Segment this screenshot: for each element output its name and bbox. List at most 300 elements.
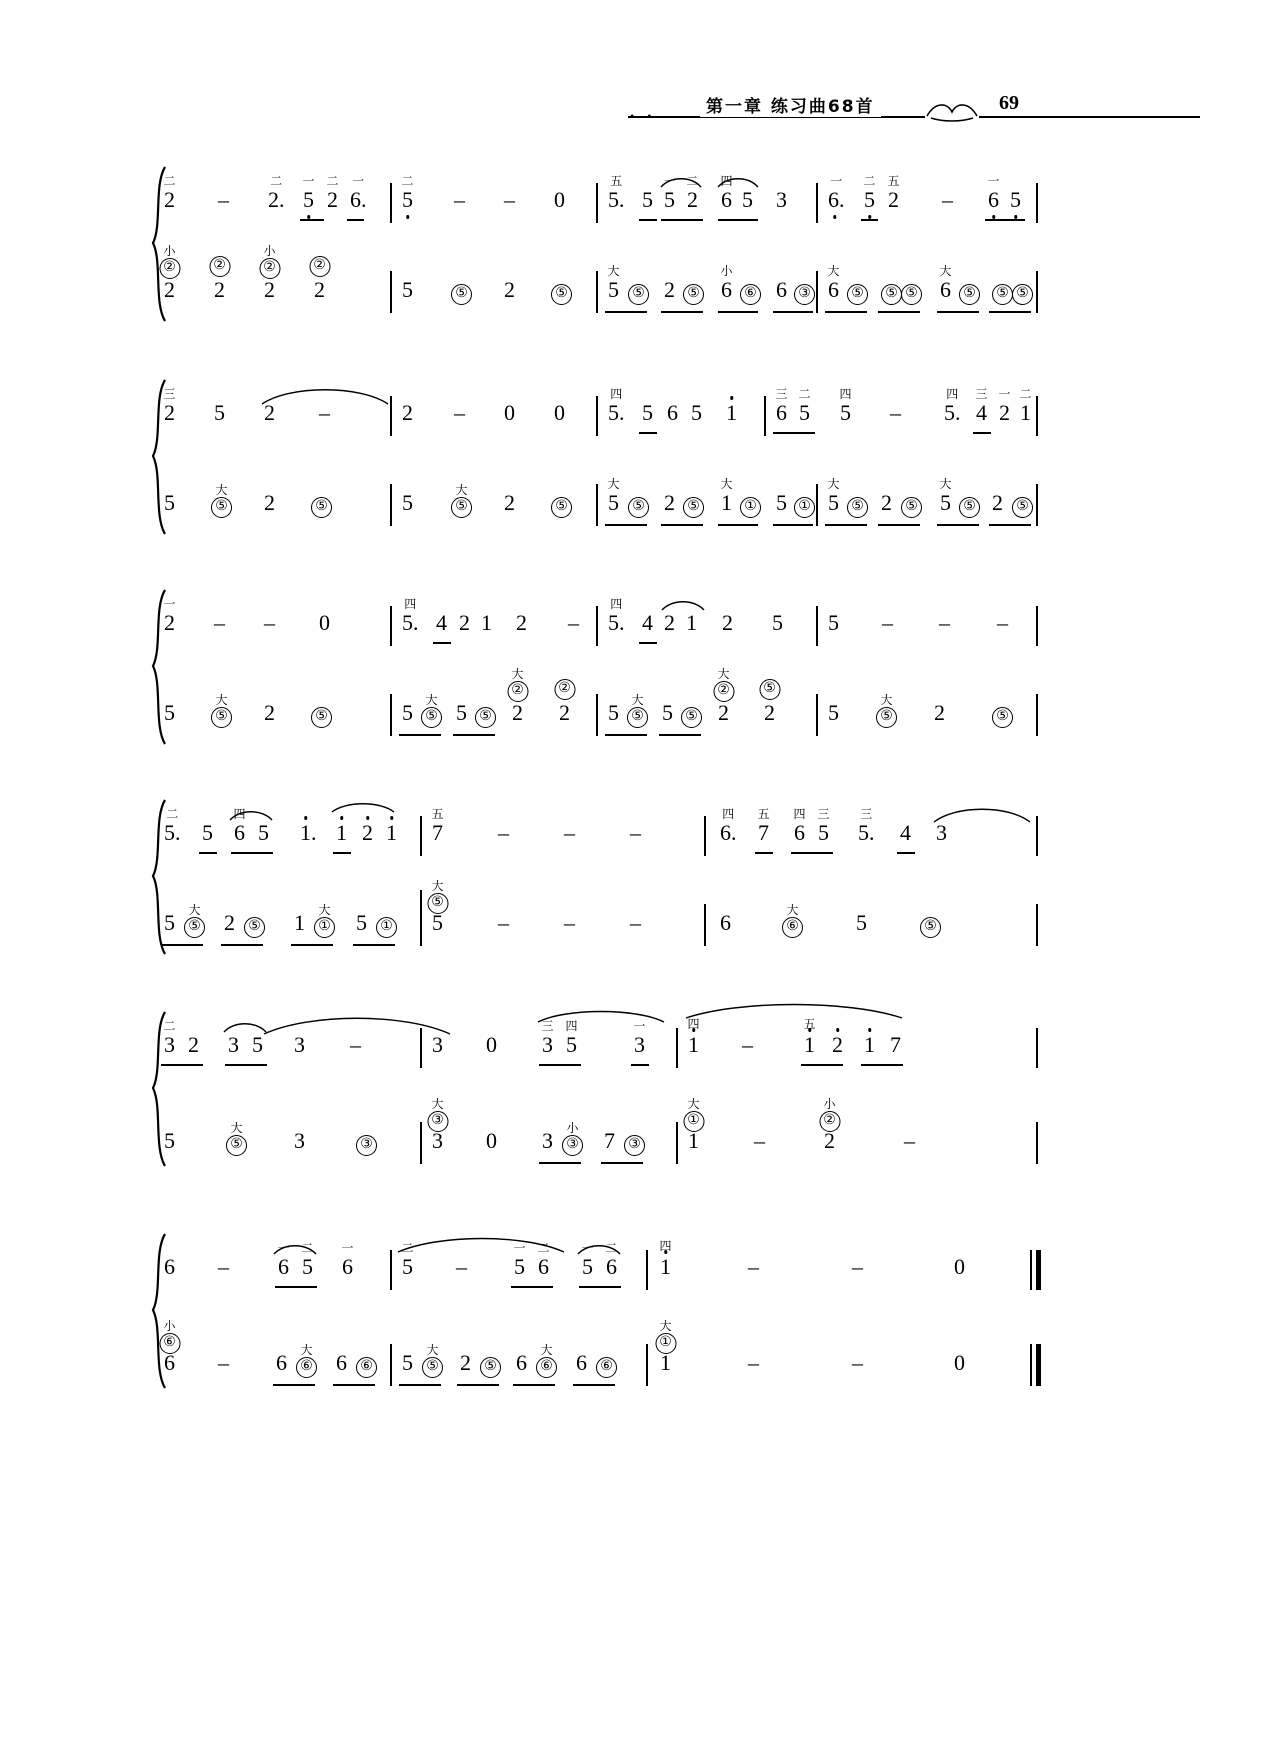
note: 3 三 bbox=[541, 1019, 554, 1057]
note-circled: ① bbox=[794, 492, 815, 518]
note: 4 三 bbox=[975, 387, 988, 425]
note-with-chord: 5 大 ⑤ bbox=[432, 912, 443, 934]
note: 2 bbox=[460, 1350, 471, 1375]
slur bbox=[659, 175, 703, 189]
note: 1 bbox=[864, 1034, 875, 1056]
slur bbox=[330, 800, 396, 814]
note: 5 bbox=[402, 277, 413, 302]
note-circled: ⑤ bbox=[1012, 279, 1033, 305]
note: 3 bbox=[542, 1128, 553, 1153]
treble-staff-3 bbox=[163, 597, 1028, 650]
note: 5 大 bbox=[827, 477, 840, 515]
final-barline-thin bbox=[1030, 1344, 1032, 1386]
note-dash: – bbox=[454, 400, 465, 425]
note: 6. 一 bbox=[350, 174, 367, 212]
note-dash: – bbox=[564, 910, 575, 935]
note-dash: – bbox=[630, 910, 641, 935]
staff-system-6 bbox=[148, 1232, 1028, 1392]
barline bbox=[390, 484, 392, 526]
note: 2 bbox=[264, 490, 275, 515]
barline bbox=[420, 890, 422, 946]
note: 6 bbox=[720, 910, 731, 935]
note-circled: ⑤ 大 bbox=[421, 702, 442, 728]
slur bbox=[396, 1232, 566, 1254]
note: 3 二 bbox=[163, 1019, 176, 1057]
note: 3 bbox=[294, 1032, 305, 1057]
note-dash: – bbox=[904, 1128, 915, 1153]
slur bbox=[260, 384, 390, 406]
note: 2 ② bbox=[314, 279, 325, 301]
note: 2 bbox=[504, 490, 515, 515]
barline bbox=[596, 606, 598, 646]
barline bbox=[1036, 694, 1038, 736]
note: 2 五 bbox=[887, 174, 900, 212]
note: 5 bbox=[214, 400, 225, 425]
note: 6 一 bbox=[277, 1241, 290, 1279]
barline bbox=[1036, 1028, 1038, 1068]
note: 5 bbox=[164, 1128, 175, 1153]
barline bbox=[390, 694, 392, 736]
staff-system-3 bbox=[148, 588, 1028, 748]
flourish-ornament bbox=[925, 100, 979, 124]
note: 6 bbox=[776, 277, 787, 302]
barline bbox=[596, 694, 598, 736]
note-circled: ⑤ bbox=[901, 492, 922, 518]
barline bbox=[390, 396, 392, 436]
note: 2 大 ② bbox=[512, 702, 523, 724]
note-circled: ⑥ bbox=[356, 1352, 377, 1378]
note-circled: ⑤ bbox=[551, 279, 572, 305]
note: 1 bbox=[726, 402, 737, 424]
header-rule-right bbox=[1040, 116, 1200, 118]
note: 6 bbox=[276, 1350, 287, 1375]
note: 3 bbox=[228, 1032, 239, 1057]
barline bbox=[816, 183, 818, 223]
note: 5 bbox=[642, 400, 653, 425]
barline bbox=[1036, 396, 1038, 436]
barline bbox=[764, 396, 766, 436]
note: 1 四 bbox=[659, 1239, 672, 1279]
note: 6 bbox=[336, 1350, 347, 1375]
note-circled: ⑤ bbox=[244, 912, 265, 938]
note: 5 bbox=[164, 910, 175, 935]
note-dash: – bbox=[754, 1128, 765, 1153]
note: 6 二 bbox=[537, 1241, 550, 1279]
page-number: 69 bbox=[995, 92, 1023, 115]
note: 5 bbox=[402, 490, 413, 515]
note: 1 bbox=[686, 610, 697, 635]
slur bbox=[716, 175, 760, 189]
note-with-chord: 3 大 ③ bbox=[432, 1130, 443, 1152]
barline bbox=[646, 1250, 648, 1290]
note: 2 bbox=[504, 277, 515, 302]
note: 1 四 bbox=[687, 1017, 700, 1057]
note: 3 bbox=[294, 1128, 305, 1153]
note-dash: – bbox=[350, 1032, 361, 1057]
note: 6 bbox=[516, 1350, 527, 1375]
note-dash: – bbox=[218, 1350, 229, 1375]
slur bbox=[684, 998, 904, 1020]
note: 2 bbox=[881, 490, 892, 515]
note-dash: – bbox=[852, 1350, 863, 1375]
note: 5 bbox=[164, 490, 175, 515]
note: 6 一 bbox=[341, 1241, 354, 1279]
barline bbox=[704, 816, 706, 856]
note: 5 bbox=[856, 910, 867, 935]
note: 5. 四 bbox=[608, 597, 625, 635]
note-circled: ⑤ bbox=[683, 279, 704, 305]
note-dash: – bbox=[997, 610, 1008, 635]
bass-staff-3 bbox=[164, 667, 1028, 738]
note-dash: – bbox=[498, 910, 509, 935]
note-circled: ③ bbox=[624, 1130, 645, 1156]
note: 5 bbox=[662, 700, 673, 725]
barline bbox=[1036, 271, 1038, 313]
barline bbox=[390, 271, 392, 313]
note: 5 一 bbox=[513, 1241, 526, 1279]
note-dash: – bbox=[454, 187, 465, 212]
note: 5 bbox=[252, 1032, 263, 1057]
note: 5 一 bbox=[663, 174, 676, 212]
barline bbox=[596, 396, 598, 436]
slur bbox=[228, 808, 274, 822]
note-with-chord: 1 大 ① bbox=[660, 1352, 671, 1374]
note: 7 五 bbox=[757, 807, 770, 845]
note-circled: ⑤ bbox=[628, 279, 649, 305]
note: 1 二 bbox=[1019, 387, 1032, 425]
note-dash: – bbox=[218, 1254, 229, 1279]
note-dash: – bbox=[852, 1254, 863, 1279]
note-circled: ⑤ bbox=[1012, 492, 1033, 518]
bass-staff-4 bbox=[164, 879, 1028, 948]
note-circled: ⑤ 大 bbox=[422, 1352, 443, 1378]
note-dash: – bbox=[498, 820, 509, 845]
note: 2 二 bbox=[326, 174, 339, 212]
note: 2 大 ② bbox=[718, 702, 729, 724]
note: 5. 二 bbox=[164, 807, 181, 845]
note: 2 bbox=[459, 610, 470, 635]
note-circled: ① 大 bbox=[314, 912, 335, 938]
note: 3 一 bbox=[633, 1019, 646, 1057]
note: 2 bbox=[992, 490, 1003, 515]
slur bbox=[576, 1242, 622, 1256]
note: 1 五 bbox=[803, 1017, 816, 1057]
note-circled: ⑤ 大 bbox=[211, 492, 232, 518]
note: 1. bbox=[300, 822, 317, 844]
note: 0 bbox=[554, 400, 565, 425]
note: 5. 五 bbox=[608, 174, 625, 212]
note: 5 二 bbox=[401, 1241, 414, 1279]
barline bbox=[390, 606, 392, 646]
barline bbox=[816, 694, 818, 736]
note: 2 小 ② bbox=[264, 279, 275, 301]
barline bbox=[596, 183, 598, 223]
note-dash: – bbox=[456, 1254, 467, 1279]
chapter-title: 第一章 练习曲68首 bbox=[700, 92, 881, 117]
note: 1 bbox=[481, 610, 492, 635]
note: 2 bbox=[664, 490, 675, 515]
note: 1 bbox=[294, 910, 305, 935]
note: 6 bbox=[164, 1254, 175, 1279]
note: 2 一 bbox=[998, 387, 1011, 425]
note: 3 bbox=[432, 1032, 443, 1057]
barline bbox=[646, 1344, 648, 1386]
treble-staff-2 bbox=[163, 387, 1032, 440]
note-circled: ⑤ bbox=[847, 492, 868, 518]
note: 5 bbox=[356, 910, 367, 935]
bass-staff-6 bbox=[163, 1319, 1028, 1388]
note-circled: ⑤ 大 bbox=[876, 702, 897, 728]
note-circled: ③ bbox=[356, 1130, 377, 1156]
note-circled: ⑤ bbox=[920, 912, 941, 938]
note: 6 三 bbox=[775, 387, 788, 425]
note-circled: ⑤ bbox=[959, 492, 980, 518]
note: 5 bbox=[742, 187, 753, 212]
note: 5 二 bbox=[798, 387, 811, 425]
note: 2 bbox=[402, 400, 413, 425]
note: 0 bbox=[554, 187, 565, 212]
note: 1 大 bbox=[720, 477, 733, 515]
note-dash: – bbox=[264, 610, 275, 635]
note: 5 一 bbox=[303, 189, 314, 211]
note-dash: – bbox=[568, 610, 579, 635]
note: 5 bbox=[776, 490, 787, 515]
note-with-chord: 2 小 ② bbox=[824, 1130, 835, 1152]
barline bbox=[816, 271, 818, 313]
note-dash: – bbox=[319, 400, 330, 425]
treble-staff-6 bbox=[164, 1239, 1028, 1294]
final-barline-thin bbox=[1030, 1250, 1032, 1290]
note: 2 三 bbox=[163, 387, 176, 425]
note: 7 bbox=[890, 1032, 901, 1057]
note-dash: – bbox=[218, 187, 229, 212]
note-dash: – bbox=[748, 1350, 759, 1375]
note: 2 bbox=[664, 277, 675, 302]
note: 2. 二 bbox=[268, 174, 285, 212]
note: 7 bbox=[604, 1128, 615, 1153]
note-dash: – bbox=[630, 820, 641, 845]
note: 4 bbox=[642, 610, 653, 635]
note-circled: ⑤ bbox=[551, 492, 572, 518]
note-dash: – bbox=[939, 610, 950, 635]
note-circled: ⑥ 大 bbox=[782, 912, 803, 938]
note: 5 大 bbox=[939, 477, 952, 515]
note-circled: ⑥ bbox=[740, 279, 761, 305]
note-circled: ⑤ bbox=[628, 492, 649, 518]
note: 5 一 bbox=[581, 1241, 594, 1279]
note: 5 三 bbox=[817, 807, 830, 845]
note: 5 bbox=[402, 700, 413, 725]
note: 6 大 bbox=[939, 264, 952, 302]
note-circled: ⑤ bbox=[451, 279, 472, 305]
note: 5. 三 bbox=[858, 807, 875, 845]
note-circled: ③ bbox=[794, 279, 815, 305]
note: 4 bbox=[900, 820, 911, 845]
barline bbox=[816, 606, 818, 646]
treble-staff-5 bbox=[163, 1017, 1028, 1072]
note-dash: – bbox=[564, 820, 575, 845]
note: 2 bbox=[664, 610, 675, 635]
staff-system-4 bbox=[148, 798, 1028, 958]
note: 2 bbox=[362, 822, 373, 844]
barline bbox=[1036, 606, 1038, 646]
staff-system-5 bbox=[148, 1010, 1028, 1170]
barline bbox=[676, 1122, 678, 1164]
page-header bbox=[0, 92, 1272, 138]
note: 5 二 bbox=[402, 189, 413, 211]
barline bbox=[596, 484, 598, 526]
note: 2 一 bbox=[163, 597, 176, 635]
note: 5 二 bbox=[301, 1241, 314, 1279]
note: 5 bbox=[456, 700, 467, 725]
note: 2 小 ② bbox=[164, 279, 175, 301]
note-circled: ① bbox=[740, 492, 761, 518]
note: 5 四 bbox=[839, 387, 852, 425]
note-circled: ⑤ bbox=[881, 279, 902, 305]
bass-staff-1 bbox=[163, 244, 1029, 315]
note: 5 大 bbox=[607, 264, 620, 302]
note: 6 四 bbox=[720, 174, 733, 212]
note: 5 bbox=[772, 610, 783, 635]
note: 2 bbox=[264, 700, 275, 725]
barline bbox=[420, 816, 422, 856]
note: 2 bbox=[832, 1034, 843, 1056]
note: 7 五 bbox=[431, 807, 444, 845]
note: 5 bbox=[828, 700, 839, 725]
note: 5 bbox=[202, 820, 213, 845]
note: 6 四 bbox=[793, 807, 806, 845]
barline bbox=[390, 1344, 392, 1386]
note-with-chord: 1 大 ① bbox=[688, 1130, 699, 1152]
note-dash: – bbox=[214, 610, 225, 635]
note-circled: ⑤ bbox=[847, 279, 868, 305]
note-dash: – bbox=[504, 187, 515, 212]
note-circled: ⑤ bbox=[959, 279, 980, 305]
note-circled: ⑤ bbox=[311, 702, 332, 728]
note-circled: ⑤ 大 bbox=[184, 912, 205, 938]
note: 2 bbox=[188, 1032, 199, 1057]
note: 1 bbox=[386, 822, 397, 844]
barline bbox=[1036, 816, 1038, 856]
barline bbox=[676, 1028, 678, 1068]
note: 0 bbox=[486, 1032, 497, 1057]
note: 5. 四 bbox=[944, 387, 961, 425]
slur bbox=[272, 1242, 318, 1256]
note: 6 二 bbox=[605, 1241, 618, 1279]
note: 5 二 bbox=[864, 189, 875, 211]
note: 5 bbox=[828, 610, 839, 635]
note-circled: ⑤ bbox=[311, 492, 332, 518]
note: 6. 四 bbox=[720, 807, 737, 845]
barline bbox=[1036, 904, 1038, 946]
barline bbox=[1036, 484, 1038, 526]
note: 5 bbox=[608, 700, 619, 725]
note: 0 bbox=[319, 610, 330, 635]
note: 6 一 bbox=[988, 189, 999, 211]
note-circled: ⑤ 大 bbox=[451, 492, 472, 518]
note: 0 bbox=[954, 1254, 965, 1279]
note: 5 bbox=[402, 1350, 413, 1375]
note: 5 bbox=[642, 187, 653, 212]
note-with-chord: 6 小 ⑥ bbox=[164, 1352, 175, 1374]
note-circled: ⑤ 大 bbox=[226, 1130, 247, 1156]
note: 5. 四 bbox=[402, 597, 419, 635]
note: 2 ② bbox=[214, 279, 225, 301]
bass-staff-5 bbox=[164, 1097, 1028, 1166]
note-dash: – bbox=[742, 1032, 753, 1057]
note: 2 ② bbox=[559, 702, 570, 724]
note: 6 四 bbox=[233, 807, 246, 845]
barline bbox=[1036, 1122, 1038, 1164]
note-circled: ③ 小 bbox=[562, 1130, 583, 1156]
header-dots-ornament: • • bbox=[630, 109, 657, 123]
note: 1 bbox=[336, 822, 347, 844]
note: 3 bbox=[936, 820, 947, 845]
treble-staff-1 bbox=[163, 174, 1028, 227]
note: 2 bbox=[934, 700, 945, 725]
slur bbox=[660, 598, 706, 612]
note-circled: ⑥ bbox=[596, 1352, 617, 1378]
note: 5 bbox=[1010, 189, 1021, 211]
note: 6 大 bbox=[827, 264, 840, 302]
note-dash: – bbox=[882, 610, 893, 635]
note: 3 bbox=[776, 187, 787, 212]
note: 0 bbox=[486, 1128, 497, 1153]
staff-system-1 bbox=[148, 165, 1028, 325]
note-circled: ⑤ 大 bbox=[627, 702, 648, 728]
barline bbox=[1036, 183, 1038, 223]
note-circled: ⑤ bbox=[480, 1352, 501, 1378]
note: 6 bbox=[576, 1350, 587, 1375]
slur bbox=[262, 1012, 452, 1036]
slur bbox=[932, 804, 1032, 824]
barline bbox=[420, 1122, 422, 1164]
note: 0 bbox=[954, 1350, 965, 1375]
slur bbox=[536, 1006, 666, 1024]
barline bbox=[816, 484, 818, 526]
note: 0 bbox=[504, 400, 515, 425]
note-circled: ⑤ 大 bbox=[211, 702, 232, 728]
note-circled: ⑤ bbox=[683, 492, 704, 518]
barline bbox=[390, 1250, 392, 1290]
barline bbox=[420, 1028, 422, 1068]
final-barline-thick bbox=[1036, 1344, 1041, 1386]
note-dash: – bbox=[890, 400, 901, 425]
note-circled: ⑥ 大 bbox=[296, 1352, 317, 1378]
barline bbox=[704, 904, 706, 946]
note: 2 bbox=[722, 610, 733, 635]
note: 2 bbox=[264, 400, 275, 425]
note-circled: ⑥ 大 bbox=[536, 1352, 557, 1378]
note: 6. 一 bbox=[828, 189, 845, 211]
bass-staff-2 bbox=[164, 477, 1029, 528]
note: 2 二 bbox=[686, 174, 699, 212]
treble-staff-4 bbox=[164, 807, 1028, 860]
note: 2 bbox=[516, 610, 527, 635]
note: 5. 四 bbox=[608, 387, 625, 425]
note-dash: – bbox=[748, 1254, 759, 1279]
note-circled: ⑤ bbox=[992, 279, 1013, 305]
note: 2 二 bbox=[163, 174, 176, 212]
note-circled: ⑤ bbox=[681, 702, 702, 728]
note: 6 小 bbox=[720, 264, 733, 302]
note: 2 bbox=[224, 910, 235, 935]
barline bbox=[390, 183, 392, 223]
note: 5 四 bbox=[565, 1019, 578, 1057]
final-barline-thick bbox=[1036, 1250, 1041, 1290]
note: 6 bbox=[667, 400, 678, 425]
note: 2 ⑤ bbox=[764, 702, 775, 724]
